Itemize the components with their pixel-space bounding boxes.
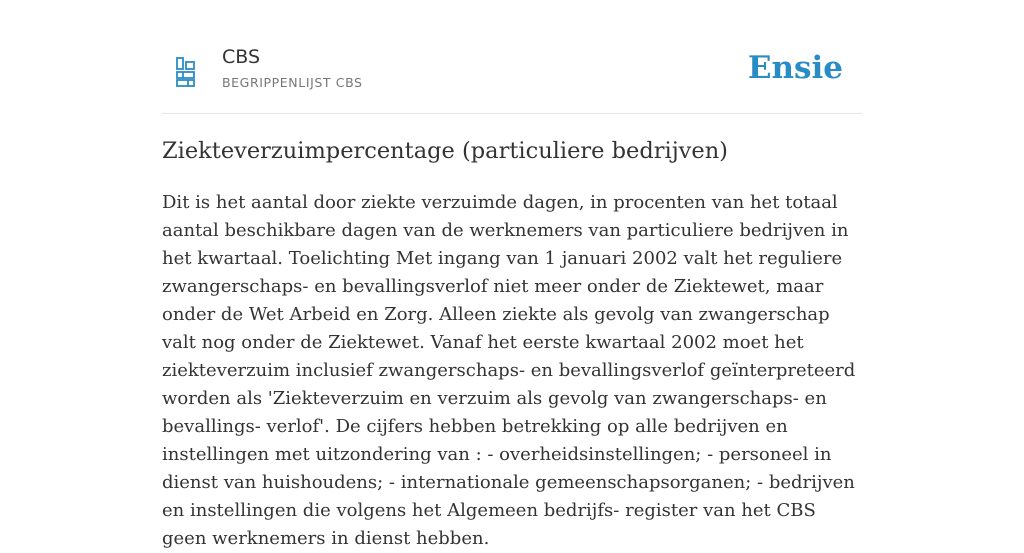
org-subtitle[interactable]: BEGRIPPENLIJST CBS <box>222 75 363 90</box>
page-title: Ziekteverzuimpercentage (particuliere bedrijven) <box>162 138 728 164</box>
definition-text: Dit is het aantal door ziekte verzuimde dagen, in procenten van het totaal aantal beschikbare dagen van de werknemers van particuliere bedrijven in het kwartaal. Toelichting Met ingang van 1 januari 2002 valt het reguliere zwangerschaps- en bevallingsverlof niet meer onder de Ziektewet, maar onder de Wet Arbeid en Zorg. Alleen ziekte als gevolg van zwangerschap valt nog onder de Ziektewet. Vanaf het eerste kwartaal 2002 moet het ziekteverzuim inclusief zwangerschaps- en bevallingsverlof geïnterpreteerd worden als 'Ziekteverzuim en verzuim als gevolg van zwangerschaps- en bevallings- verlof'. De cijfers hebben betrekking op alle bedrijven en instellingen met uitzondering van : - overheidsinstellingen; - personeel in dienst van huishoudens; - internationale gemeenschapsorganen; - bedrijven en instellingen die volgens het Algemeen bedrijfs- register van het CBS geen werknemers in dienst hebben. <box>162 192 856 549</box>
brand-logo[interactable]: Ensie <box>747 50 843 86</box>
org-name[interactable]: CBS <box>222 46 261 68</box>
cbs-logo-icon <box>175 56 197 88</box>
header <box>162 40 862 114</box>
